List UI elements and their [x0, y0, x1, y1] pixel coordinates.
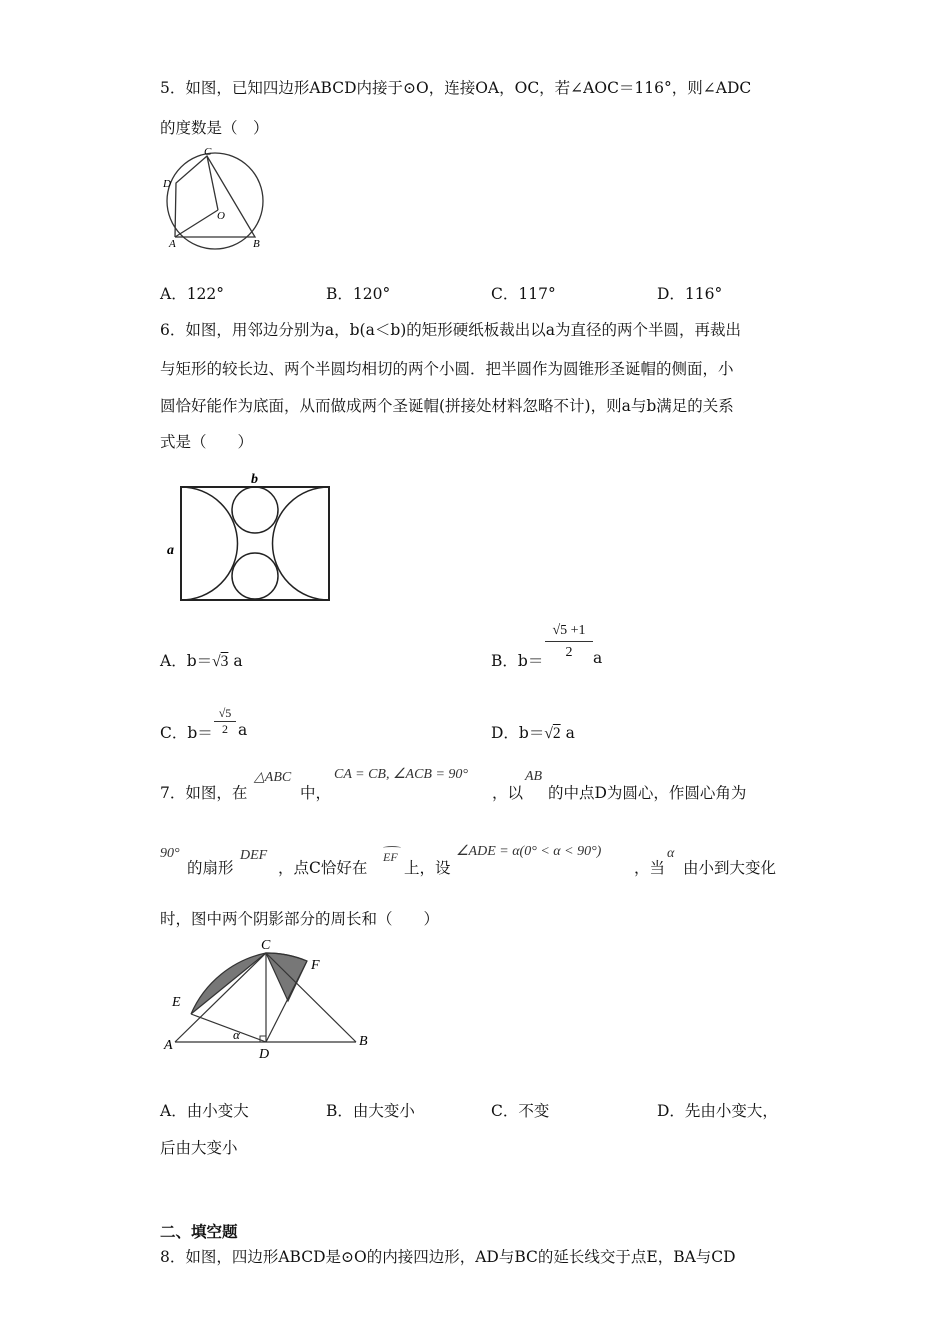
q6-label-a: a — [167, 543, 174, 558]
q7-label-D: D — [259, 1047, 270, 1062]
q5-option-a[interactable]: A．122° — [160, 285, 225, 303]
q7-option-d[interactable]: D．先由小变大， — [657, 1102, 778, 1120]
q6-option-c-denominator: 2 — [222, 722, 228, 736]
q6-option-b-denominator: 2 — [565, 645, 573, 660]
q7-label-C: C — [261, 938, 271, 953]
q7-math-ab: AB — [525, 769, 543, 784]
q6-option-d[interactable] — [491, 721, 575, 743]
q7-sector-figure — [160, 932, 385, 1062]
q7-stem-part6: ，点C恰好在 — [278, 859, 368, 877]
q6-option-c-prefix: C．b＝ — [160, 724, 213, 742]
q5-label-D: D — [163, 178, 171, 190]
q7-option-b[interactable]: B．由大变小 — [326, 1102, 415, 1120]
q6-option-b-fraction — [545, 623, 593, 661]
q7-math-def: DEF — [240, 848, 268, 863]
q6-rectangle-figure — [165, 466, 340, 606]
q5-label-A: A — [169, 238, 176, 250]
q7-option-d-continued: 后由大变小 — [160, 1139, 238, 1157]
q7-math-90deg: 90° — [160, 846, 180, 861]
q6-option-a-radical: √3 — [212, 653, 229, 670]
q7-label-alpha: α — [233, 1027, 240, 1042]
q5-stem-line2: 的度数是（ ） — [160, 119, 269, 137]
q7-option-c[interactable]: C．不变 — [491, 1102, 550, 1120]
q7-math-arc-ef: EF — [383, 846, 401, 865]
q7-math-triangle-abc: △ABC — [254, 770, 292, 785]
section-heading-fill-blank: 二、填空题 — [160, 1223, 238, 1241]
q5-option-d[interactable]: D．116° — [657, 285, 723, 303]
q6-stem-line1: 6．如图，用邻边分别为a，b(a＜b)的矩形硬纸板裁出以a为直径的两个半圆，再裁出 — [160, 321, 742, 339]
q6-stem-line4: 式是（ ） — [160, 433, 254, 451]
q7-label-A: A — [164, 1038, 173, 1053]
q6-option-d-suffix: a — [565, 724, 575, 742]
q5-label-O: O — [217, 210, 225, 222]
q6-option-a[interactable] — [160, 649, 243, 671]
q6-stem-line3: 圆恰好能作为底面，从而做成两个圣诞帽(拼接处材料忽略不计)，则a与b满足的关系 — [160, 397, 734, 415]
q5-option-c[interactable]: C．117° — [491, 285, 556, 303]
q7-stem-part5: 的扇形 — [187, 859, 234, 877]
q6-option-b-numerator: √5 +1 — [545, 623, 593, 642]
q6-option-c[interactable] — [160, 721, 213, 743]
q7-label-E: E — [172, 995, 181, 1010]
q7-label-F: F — [311, 958, 320, 973]
q5-label-C: C — [204, 146, 212, 158]
q7-math-alpha: α — [667, 846, 675, 861]
q5-option-b[interactable]: B．120° — [326, 285, 391, 303]
q7-label-B: B — [359, 1034, 368, 1049]
q7-stem-part7: 上，设 — [404, 859, 451, 877]
q7-math-condition: CA = CB, ∠ACB = 90° — [334, 767, 469, 782]
q7-stem-part8: ，当 — [634, 859, 666, 877]
q6-stem-line2: 与矩形的较长边、两个半圆均相切的两个小圆．把半圆作为圆锥形圣诞帽的侧面，小 — [160, 360, 734, 378]
q6-option-a-suffix: a — [233, 652, 243, 670]
q5-stem-line1: 5．如图，已知四边形ABCD内接于⊙O，连接OA，OC，若∠AOC＝116°，则∠ADC — [160, 79, 752, 97]
q7-stem-part9: 由小到大变化 — [683, 859, 777, 877]
q6-option-a-prefix: A．b＝ — [160, 652, 213, 670]
q8-stem-line1: 8．如图，四边形ABCD是⊙O的内接四边形，AD与BC的延长线交于点E，BA与CD — [160, 1248, 736, 1266]
q7-math-angle-ade: ∠ADE = α(0° < α < 90°) — [456, 844, 602, 859]
q7-option-a[interactable]: A．由小变大 — [160, 1102, 249, 1120]
q5-circle-figure — [160, 145, 270, 255]
q6-option-c-numerator: √5 — [214, 706, 236, 722]
q6-option-b-suffix: a — [593, 649, 603, 667]
q6-option-b[interactable] — [491, 649, 543, 671]
q7-stem-part4: 的中点D为圆心，作圆心角为 — [548, 784, 747, 802]
q6-option-c-fraction — [214, 706, 236, 737]
q6-option-d-radical: √2 — [544, 725, 561, 742]
q5-label-B: B — [253, 238, 260, 250]
q7-stem-part1: 7．如图，在 — [160, 784, 248, 802]
q6-label-b: b — [251, 472, 258, 487]
q7-stem-part3: ，以 — [492, 784, 524, 802]
q7-stem-part2: 中， — [300, 784, 332, 802]
q6-option-d-prefix: D．b＝ — [491, 724, 545, 742]
q6-option-b-prefix: B．b＝ — [491, 652, 544, 670]
q7-stem-line3: 时，图中两个阴影部分的周长和（ ） — [160, 910, 440, 928]
q6-option-c-suffix: a — [238, 721, 248, 739]
